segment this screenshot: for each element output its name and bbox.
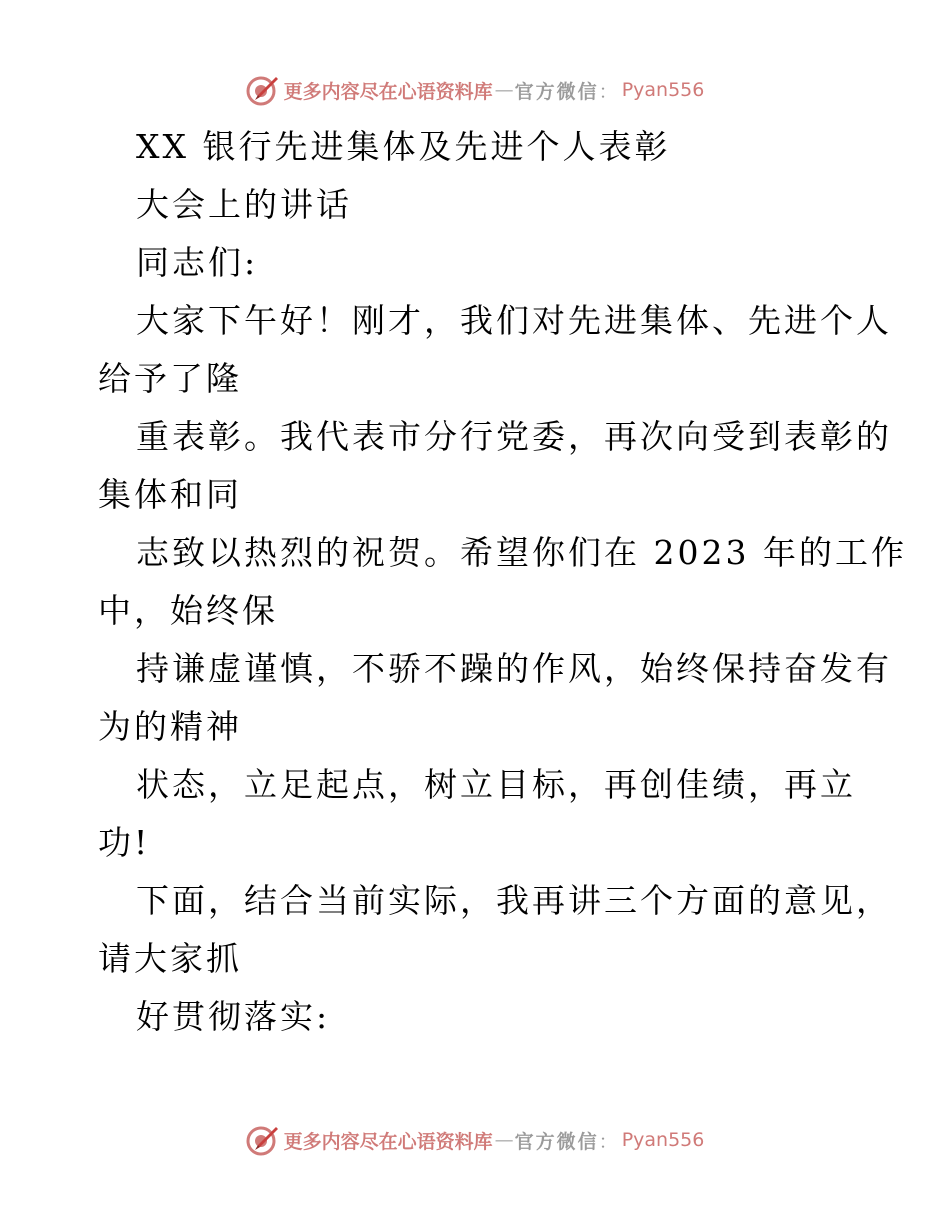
document-title-line-1: XX 银行先进集体及先进个人表彰 [136, 127, 671, 166]
body-line: 持谦虚谨慎，不骄不躁的作风，始终保持奋发有 [136, 649, 892, 688]
salutation: 同志们: [136, 243, 259, 282]
body-line: 为的精神 [98, 707, 242, 746]
body-line: 给予了隆 [98, 359, 242, 398]
watermark-wechat-id: Pyan556 [621, 1129, 705, 1151]
footer-banner [0, 1120, 950, 1160]
document-title-line-2: 大会上的讲话 [136, 185, 352, 224]
body-line: 中，始终保 [98, 591, 278, 630]
watermark-brand: 更多内容尽在心语资料库 [283, 80, 493, 103]
document-body [98, 118, 907, 1046]
body-line: 好贯彻落实: [136, 997, 331, 1036]
watermark-wechat-label: 官方微信 [514, 1130, 599, 1153]
watermark-brand: 更多内容尽在心语资料库 [283, 1130, 493, 1153]
body-line: 重表彰。我代表市分行党委，再次向受到表彰的 [136, 417, 892, 456]
body-line: 状态，立足起点，树立目标，再创佳绩，再立 [136, 765, 856, 804]
quill-logo-icon [246, 73, 280, 107]
watermark-wechat-label: 官方微信 [514, 80, 599, 103]
watermark-separator: — [494, 1129, 513, 1151]
quill-logo-icon [246, 1123, 280, 1157]
watermark-wechat-id: Pyan556 [621, 79, 705, 101]
header-banner [0, 70, 950, 110]
body-line: 大家下午好！刚才，我们对先进集体、先进个人 [136, 301, 892, 340]
watermark-separator: — [494, 79, 513, 101]
body-line: 下面，结合当前实际，我再讲三个方面的意见， [136, 881, 892, 920]
body-line: 请大家抓 [98, 939, 242, 978]
watermark-colon: ： [598, 1130, 618, 1153]
body-line: 集体和同 [98, 475, 242, 514]
body-line: 志致以热烈的祝贺。希望你们在 2023 年的工作 [136, 533, 907, 572]
body-line: 功! [98, 823, 151, 862]
watermark-colon: ： [598, 80, 618, 103]
